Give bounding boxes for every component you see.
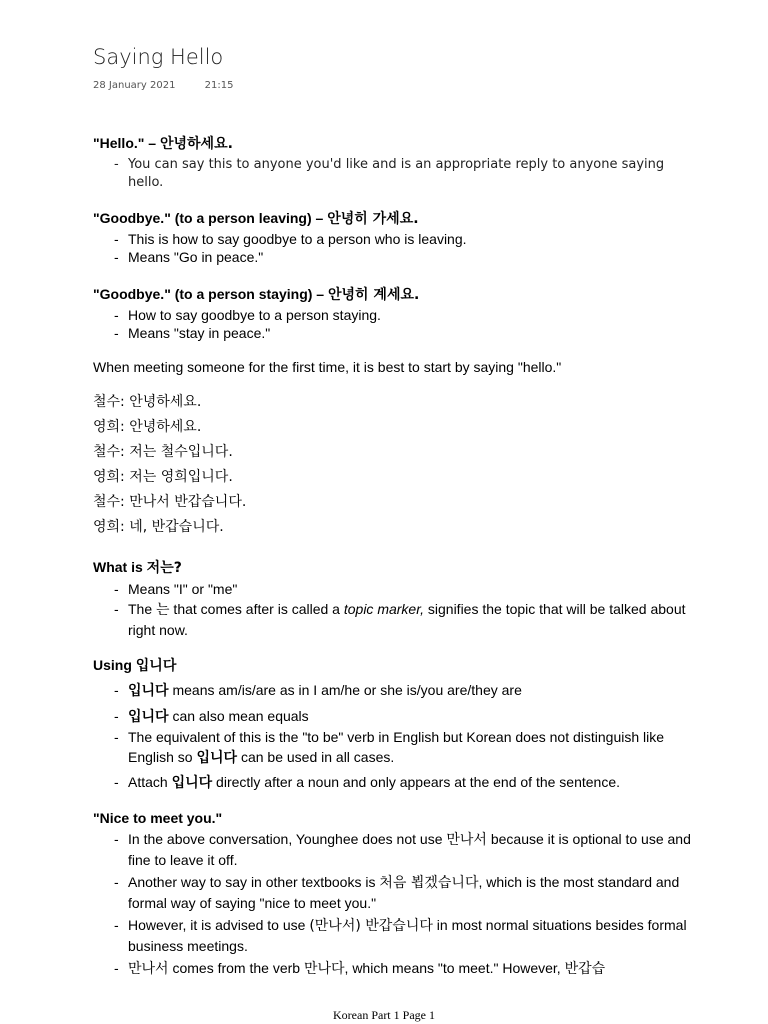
list-item: - 만나서 comes from the verb 만나다, which means "to meet." However, 반갑습 bbox=[93, 959, 693, 980]
note-body bbox=[93, 134, 693, 980]
list-item: - Means "Go in peace." bbox=[93, 248, 693, 266]
dialog-line: 영희: 네, 반갑습니다. bbox=[93, 519, 224, 535]
list-item: - Means "I" or "me" bbox=[93, 579, 693, 599]
what-is-heading: What is 저는? bbox=[93, 559, 182, 576]
dialog-line: 철수: 저는 철수입니다. bbox=[93, 444, 233, 460]
list-item: - Means "stay in peace." bbox=[93, 324, 693, 342]
list-item: - In the above conversation, Younghee does not use 만나서 because it is optional to use and fine to leave it off. bbox=[93, 830, 693, 870]
nice-heading: "Nice to meet you." bbox=[93, 810, 223, 826]
note-date: 28 January 2021 bbox=[93, 80, 176, 91]
goodbye-leaving-heading: "Goodbye." (to a person leaving) – 안녕히 가세요. bbox=[93, 210, 419, 227]
list-item: - The equivalent of this is the "to be" verb in English but Korean does not distinguish like English so 입니다 can be used in all cases. bbox=[93, 727, 693, 768]
dialog-line: 철수: 만나서 반갑습니다. bbox=[93, 494, 247, 510]
goodbye-staying-heading: "Goodbye." (to a person staying) – 안녕히 계세요. bbox=[93, 286, 420, 303]
note-timestamp bbox=[93, 80, 233, 91]
note-time: 21:15 bbox=[204, 80, 234, 91]
dialog-line: 철수: 안녕하세요. bbox=[93, 394, 202, 410]
using-heading: Using 입니다 bbox=[93, 657, 177, 674]
list-item: - 입니다 means am/is/are as in I am/he or she is/you are/they are bbox=[93, 680, 693, 701]
list-item: - This is how to say goodbye to a person who is leaving. bbox=[93, 230, 693, 248]
list-item: - However, it is advised to use (만나서) 반갑습니다 in most normal situations besides formal business meetings. bbox=[93, 916, 693, 956]
first-meeting-paragraph: When meeting someone for the first time, it is best to start by saying "hello." bbox=[93, 359, 562, 375]
page-title: Saying Hello bbox=[93, 45, 224, 69]
list-item: - You can say this to anyone you'd like and is an appropriate reply to anyone saying hello. bbox=[93, 156, 693, 192]
page-footer: Korean Part 1 Page 1 bbox=[333, 1008, 435, 1022]
list-item: - Attach 입니다 directly after a noun and only appears at the end of the sentence. bbox=[93, 772, 693, 793]
dialog-line: 영희: 저는 영희입니다. bbox=[93, 469, 233, 485]
list-item: - 입니다 can also mean equals bbox=[93, 706, 693, 727]
list-item: - The 는 that comes after is called a topic marker, signifies the topic that will be talked about right now. bbox=[93, 599, 693, 640]
hello-heading: "Hello." – 안녕하세요. bbox=[93, 135, 233, 152]
dialog-block bbox=[93, 390, 693, 540]
list-item: - How to say goodbye to a person staying. bbox=[93, 306, 693, 324]
list-item: - Another way to say in other textbooks is 처음 뵙겠습니다, which is the most standard and formal way of saying "nice to meet you." bbox=[93, 873, 693, 913]
dialog-line: 영희: 안녕하세요. bbox=[93, 419, 202, 435]
